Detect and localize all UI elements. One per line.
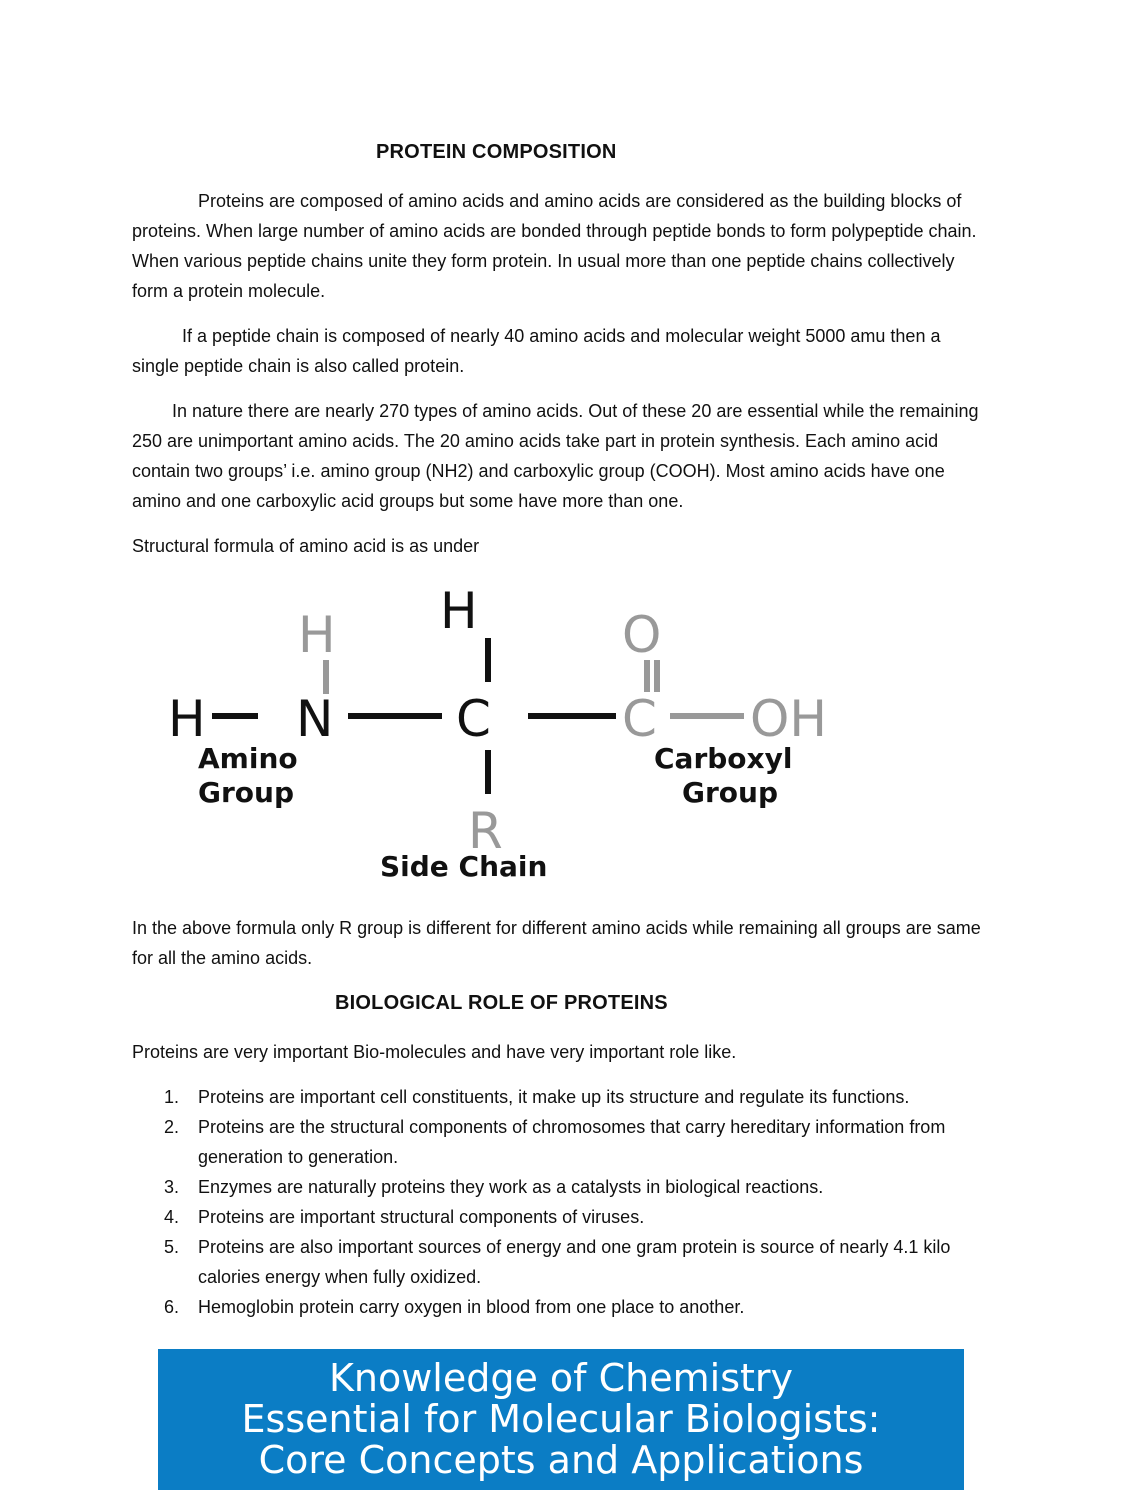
paragraph-peptide-chain: If a peptide chain is composed of nearly 40 amino acids and molecular weight 5000 amu then a single peptide chain is also called protein. — [132, 326, 941, 376]
list-item-text: Proteins are also important sources of energy and one gram protein is source of nearly 4.1 kilo calories energy when fully oxidized. — [198, 1237, 951, 1287]
list-item-text: Hemoglobin protein carry oxygen in blood from one place to another. — [198, 1297, 745, 1317]
label-carboxyl-line1: Carboxyl — [654, 742, 793, 775]
paragraph-biological-intro: Proteins are very important Bio-molecules and have very important role like. — [132, 1042, 737, 1062]
list-item-text: Enzymes are naturally proteins they work as a catalysts in biological reactions. — [198, 1177, 824, 1197]
atom-h-amino: H — [298, 606, 336, 664]
banner-title: Knowledge of Chemistry Essential for Molecular Biologists: Core Concepts and Applications — [241, 1356, 881, 1482]
list-item — [132, 1172, 992, 1202]
list-item-number: 6. — [164, 1297, 180, 1317]
title-banner — [158, 1349, 964, 1490]
list-item — [132, 1112, 992, 1172]
label-amino-line1: Amino — [198, 742, 298, 775]
atom-h-top: H — [440, 582, 478, 640]
atom-oh: OH — [750, 690, 827, 748]
atom-n: N — [296, 690, 334, 748]
list-item-number: 1. — [164, 1087, 180, 1107]
list-item-number: 5. — [164, 1237, 180, 1257]
atom-c-carboxyl: C — [622, 690, 657, 748]
list-item-number: 2. — [164, 1117, 180, 1137]
paragraph-r-group: In the above formula only R group is different for different amino acids while remaining all groups are same for all the amino acids. — [132, 918, 981, 968]
biological-roles-list — [132, 1082, 992, 1322]
atom-o: O — [622, 606, 662, 664]
label-amino-line2: Group — [198, 776, 295, 809]
amino-acid-structure-diagram — [150, 580, 890, 890]
list-item — [132, 1202, 992, 1232]
atom-c-alpha: C — [456, 690, 491, 748]
label-side-chain: Side Chain — [380, 850, 548, 883]
list-item — [132, 1232, 992, 1292]
paragraph-amino-acid-types: In nature there are nearly 270 types of amino acids. Out of these 20 are essential while the remaining 250 are unimportant amino acids. The 20 amino acids take part in protein synthesis. Each amino acid contain two groups’ i.e. amino group (NH2) and carboxylic group (COOH). Most amino acids have one amino and one carboxylic acid groups but some have more than one. — [132, 401, 979, 511]
paragraph-composition: Proteins are composed of amino acids and amino acids are considered as the building blocks of proteins. When large number of amino acids are bonded through peptide bonds to form polypeptide chain. When various peptide chains unite they form protein. In usual more than one peptide chains collectively form a protein molecule. — [132, 191, 977, 301]
list-item-number: 4. — [164, 1207, 180, 1227]
atom-r: R — [468, 802, 503, 860]
paragraph-structural-formula-intro: Structural formula of amino acid is as under — [132, 536, 480, 556]
heading-biological-role: BIOLOGICAL ROLE OF PROTEINS — [335, 992, 668, 1014]
list-item-number: 3. — [164, 1177, 180, 1197]
list-item — [132, 1292, 992, 1322]
list-item-text: Proteins are important structural components of viruses. — [198, 1207, 645, 1227]
atom-h-left: H — [168, 690, 206, 748]
list-item — [132, 1082, 992, 1112]
heading-protein-composition: PROTEIN COMPOSITION — [376, 141, 617, 163]
list-item-text: Proteins are important cell constituents, it make up its structure and regulate its functions. — [198, 1087, 910, 1107]
label-carboxyl-line2: Group — [682, 776, 779, 809]
list-item-text: Proteins are the structural components of chromosomes that carry hereditary information from generation to generation. — [198, 1117, 946, 1167]
